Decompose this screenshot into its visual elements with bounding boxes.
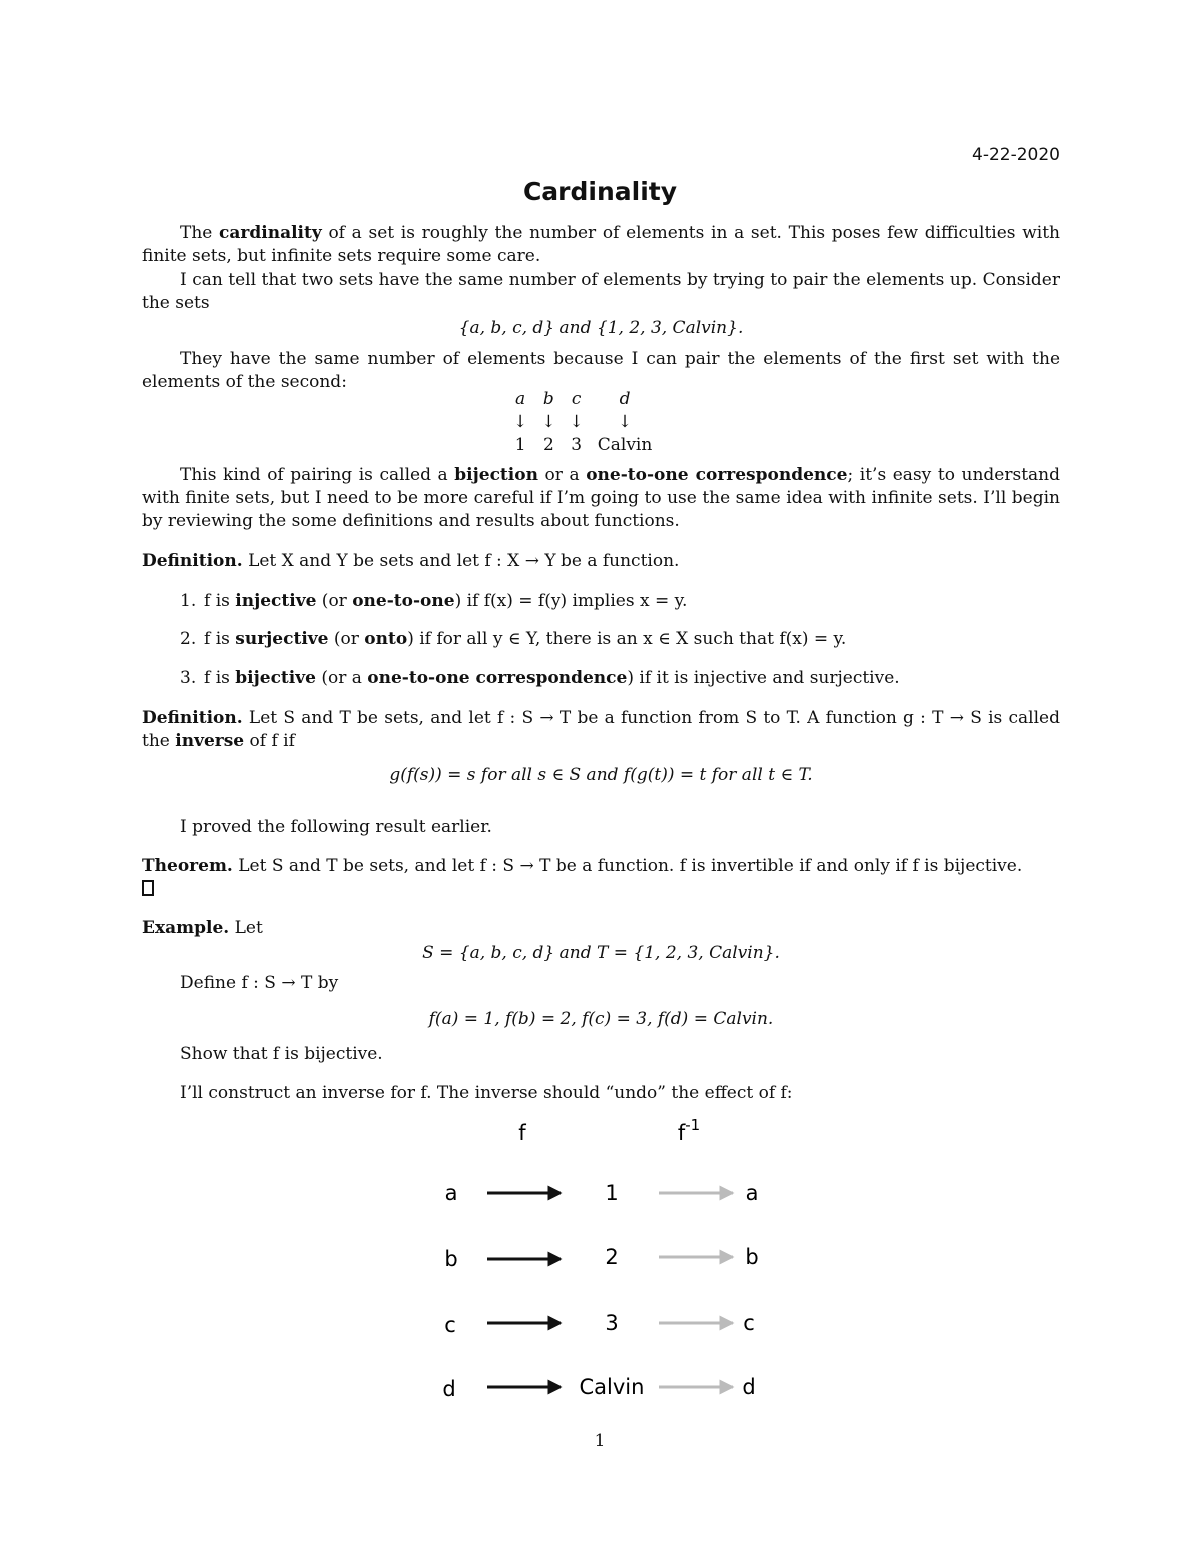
label-f: f [518,1121,526,1145]
example-construct: I’ll construct an inverse for f. The inverse should “undo” the effect of f: [180,1083,793,1103]
down-arrow-icon: ↓ [541,412,556,432]
intro-paragraph-3: They have the same number of elements because I can pair the elements of the first set with the elements of the second: [142,349,1060,392]
example-show: Show that f is bijective. [180,1044,383,1064]
down-arrow-icon: ↓ [513,412,528,432]
domain-element: b [444,1247,458,1271]
example-function-display: f(a) = 1, f(b) = 2, f(c) = 3, f(d) = Calvin. [428,1009,774,1029]
pair-bottom: 3 [571,435,583,455]
codomain-element: 1 [605,1181,619,1205]
domain-element: c [444,1313,456,1337]
example-sets-display: S = {a, b, c, d} and T = {1, 2, 3, Calvin}. [422,943,780,963]
theorem: Theorem. Let S and T be sets, and let f : S → T be a function. f is invertible if and only if f is bijective. [142,856,1023,876]
proved-sentence: I proved the following result earlier. [180,817,492,837]
definition-label: Definition. [142,708,243,728]
down-arrow-icon: ↓ [617,412,633,432]
codomain-element: 2 [605,1245,619,1269]
down-arrow-icon: ↓ [569,412,584,432]
domain-element: a [444,1181,458,1205]
example-label: Example. [142,918,230,938]
pair-bottom: 2 [542,435,554,455]
definition-1: Definition. Let X and Y be sets and let f : X → Y be a function. [142,551,680,571]
diagram-row [444,1245,758,1271]
preimage-element: c [743,1311,755,1335]
pair-top: c [571,389,582,409]
page-title: Cardinality [522,177,678,206]
preimage-element: a [745,1181,759,1205]
intro-paragraph-2: I can tell that two sets have the same number of elements by trying to pair the elements up. Consider the sets [142,270,1060,313]
intro-paragraph-4: This kind of pairing is called a bijection or a one-to-one correspondence; it’s easy to understand with finite sets, but I need to be more careful if I’m going to use the same idea with infinite sets. I’ll begin by reviewing the some definitions and results about functions. [142,465,1060,531]
term-bijection: bijection [454,465,538,485]
example-intro: Example. Let [142,918,263,938]
term-inverse: inverse [175,731,245,751]
example-define: Define f : S → T by [180,973,339,993]
term-cardinality: cardinality [219,223,322,243]
definition-item: 2. f is surjective (or onto) if for all y ∈ Y, there is an x ∈ X such that f(x) = y. [180,629,847,649]
pair-top: b [542,389,554,409]
pair-top: d [619,389,631,409]
definition-item: 1. f is injective (or one-to-one) if f(x) = f(y) implies x = y. [180,591,688,611]
diagram-row [444,1311,755,1337]
diagram-row [442,1375,755,1401]
preimage-element: b [745,1245,759,1269]
intro-paragraph-1: The cardinality of a set is roughly the number of elements in a set. This poses few difficulties with finite sets, but infinite sets require some care. [142,223,1060,266]
term-one-to-one-correspondence: one-to-one correspondence [586,465,848,485]
label-f-inverse: $f^{-1}$ [677,1116,701,1145]
definition-item: 3. f is bijective (or a one-to-one correspondence) if it is injective and surjective. [180,668,900,688]
definition-label: Definition. [142,551,243,571]
definition-2: Definition. Let S and T be sets, and let f : S → T be a function from S to T. A function g : T → S is called the inverse of f if [142,708,1060,751]
pair-top: a [515,389,526,409]
domain-element: d [442,1377,456,1401]
pair-bottom: Calvin [597,435,653,455]
date: 4-22-2020 [972,145,1060,165]
theorem-label: Theorem. [142,856,233,876]
codomain-element: 3 [605,1311,619,1335]
sets-display: {a, b, c, d} and {1, 2, 3, Calvin}. [458,318,744,338]
codomain-element: Calvin [579,1375,645,1399]
page-number: 1 [594,1431,606,1451]
preimage-element: d [742,1375,756,1399]
diagram-row [445,1181,759,1205]
pair-bottom: 1 [514,435,526,455]
inverse-display: g(f(s)) = s for all s ∈ S and f(g(t)) = t for all t ∈ T. [389,765,813,785]
